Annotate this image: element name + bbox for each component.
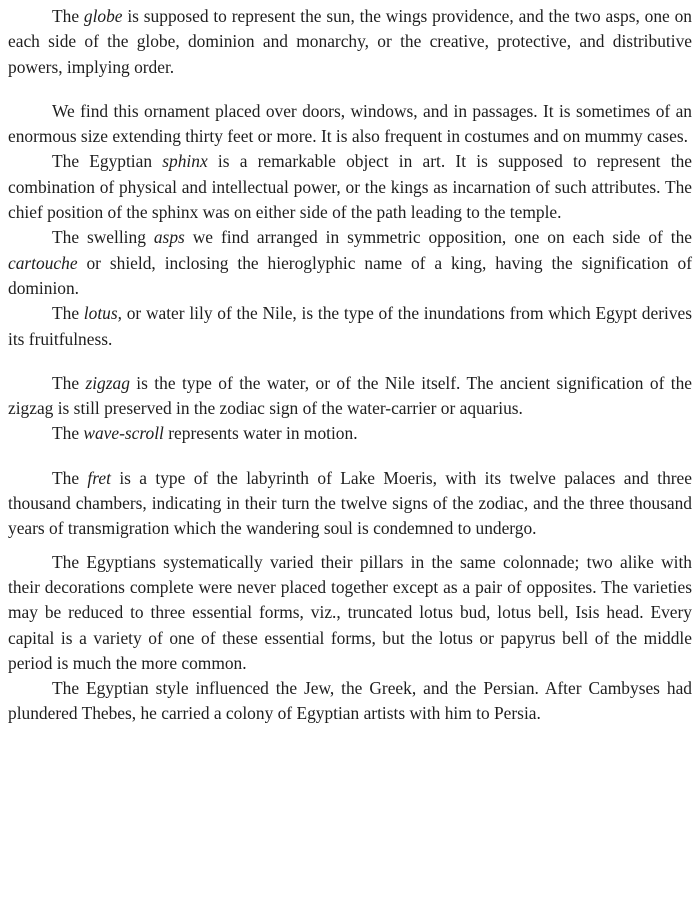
term-wave-scroll: wave-scroll — [83, 423, 164, 444]
paragraph-egyptian-influence: The Egyptian style influenced the Jew, the Greek, and the Persian. After Cambyses had plundered Thebes, he carried a colony of Egyptian artists with him to Persia. — [8, 678, 692, 724]
paragraph-pillars: The Egyptians systematically varied their pillars in the same colonnade; two alike with their decorations complete were never placed together except as a pair of opposites. The varieties may be reduced to three essential forms, viz., truncated lotus bud, lotus bell, Isis head. Every capital is a variety of one of these essential forms, but the lotus or papyrus bell of the middle period is much the more common. — [8, 551, 692, 673]
term-lotus: lotus, — [83, 303, 122, 324]
paragraph-lotus: The lotus, or water lily of the Nile, is the type of the inundations from which Egypt derives its fruitfulness. — [8, 303, 692, 349]
paragraph-asps: The swelling asps we find arranged in symmetric opposition, one on each side of the cartouche or shield, inclosing the hieroglyphic name of a king, having the signification of dominion. — [8, 227, 692, 298]
paragraph-sphinx: The Egyptian sphinx is a remarkable object in art. It is supposed to represent the combination of physical and intellectual power, or the kings as incarnation of such attributes. The chief position of the sphinx was on either side of the path leading to the temple. — [8, 151, 692, 223]
paragraph-wave-scroll: The wave-scroll represents water in motion. — [52, 423, 358, 444]
term-globe: globe — [83, 6, 123, 26]
term-zigzag: zigzag — [85, 372, 130, 393]
term-cartouche: cartouche — [8, 252, 78, 273]
paragraph-globe: The globe is supposed to represent the sun, the wings providence, and the two asps, one on each side of the globe, dominion and monarchy, or the creative, protective, and distributive powers, implying order. — [8, 6, 692, 77]
term-sphinx: sphinx — [162, 151, 208, 172]
paragraph-zigzag: The zigzag is the type of the water, or of the Nile itself. The ancient signification of the zigzag is still preserved in the zodiac sign of the water-carrier or aquarius. — [8, 372, 693, 419]
paragraph-fret: The fret is a type of the labyrinth of Lake Moeris, with its twelve palaces and three thousand chambers, indicating in their turn the twelve signs of the zodiac, and the three thousand years of transmigration which the wandering soul is condemned to undergo. — [8, 467, 692, 539]
paragraph-ornament-placement: We find this ornament placed over doors, windows, and in passages. It is sometimes of an enormous size extending thirty feet or more. It is also frequent in costumes and on mummy cases. — [8, 100, 692, 147]
term-asps: asps — [153, 227, 185, 248]
page-body — [8, 4, 692, 727]
term-fret: fret — [87, 467, 111, 488]
